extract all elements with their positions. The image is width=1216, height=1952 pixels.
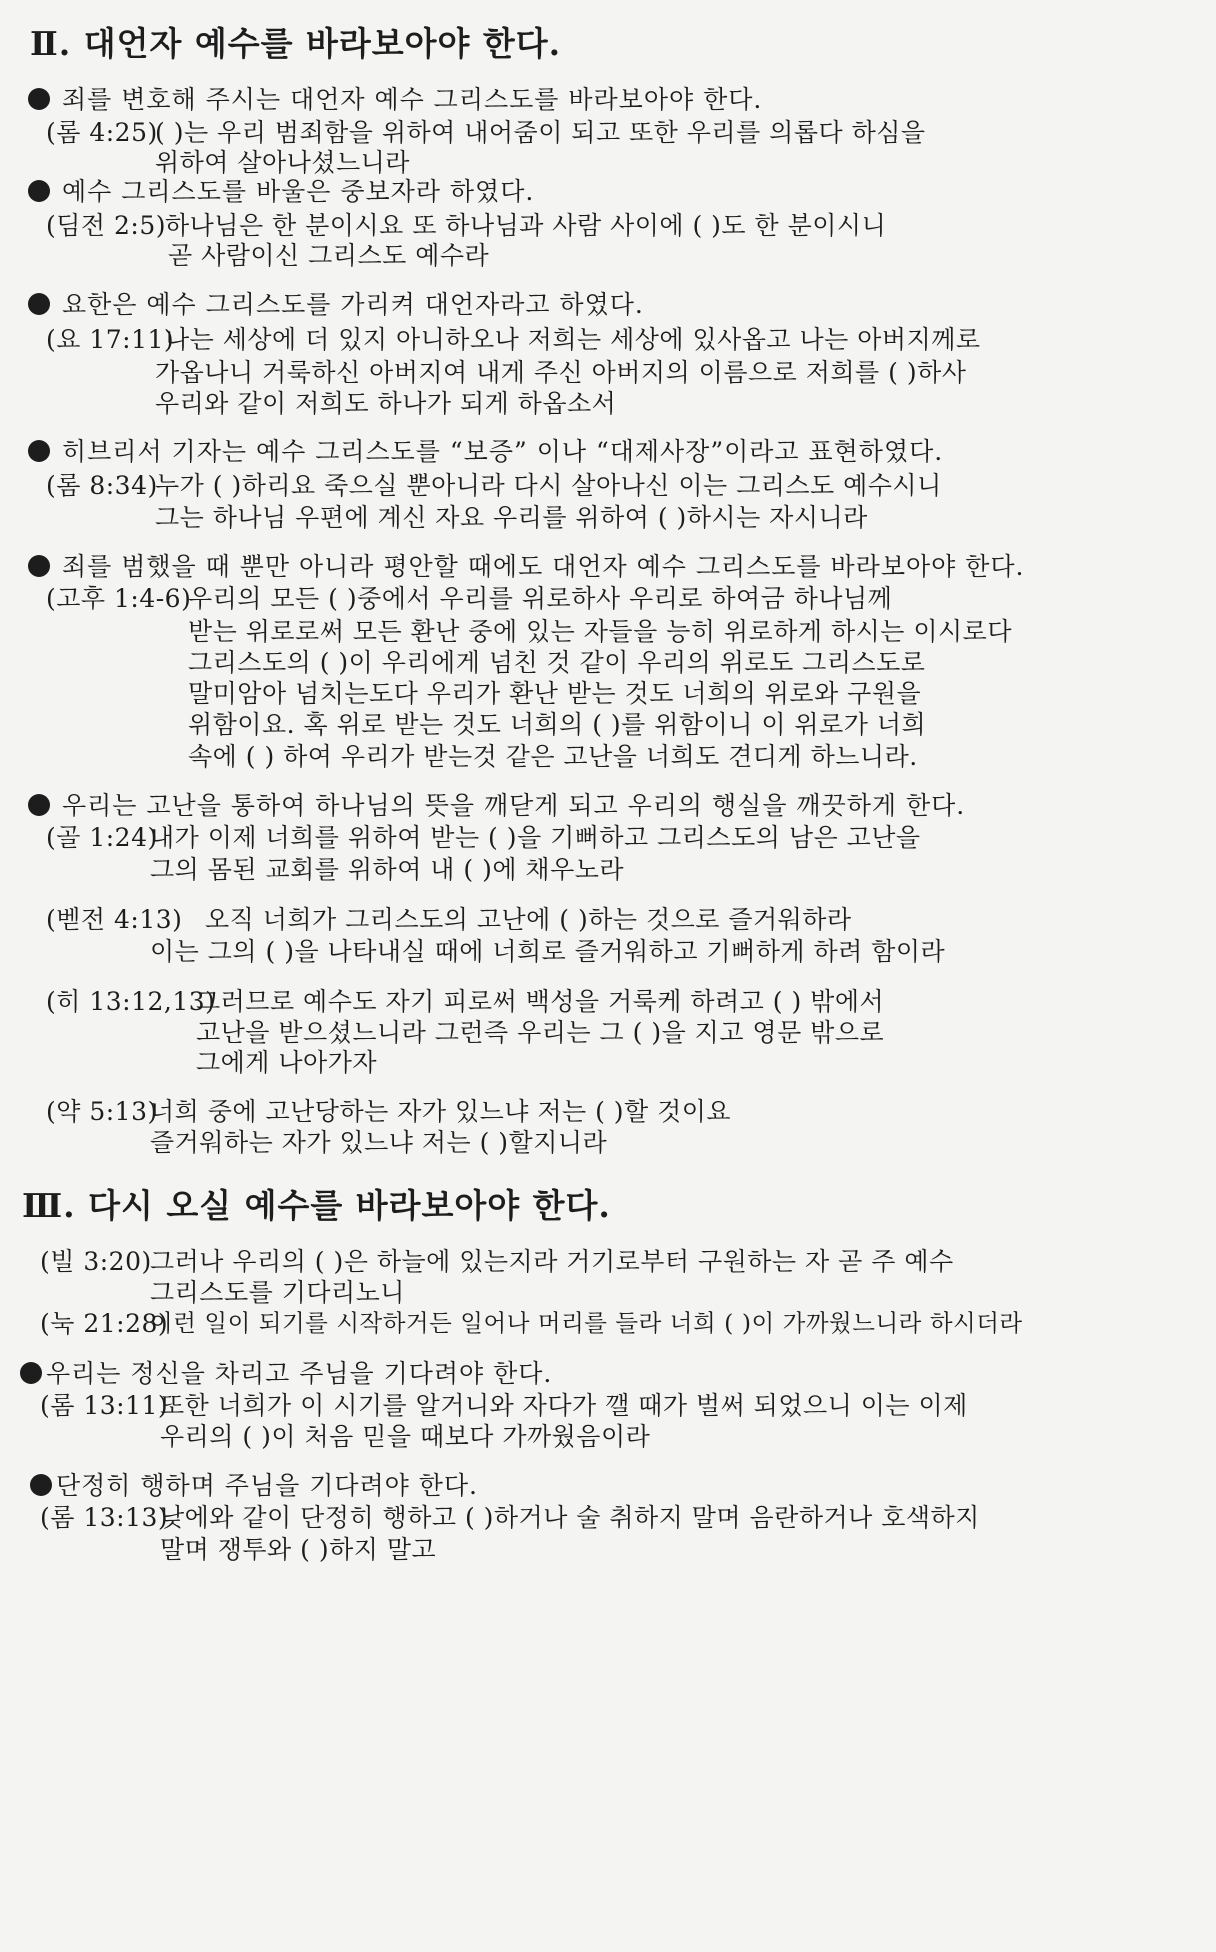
verse-line: 나는 세상에 더 있지 아니하오나 저희는 세상에 있사옵고 나는 아버지께로: [165, 325, 981, 354]
verse-line: 가옵나니 거룩하신 아버지여 내게 주신 아버지의 이름으로 저희를 ( )하사: [155, 358, 967, 387]
section-2-heading: Ⅱ. 대언자 예수를 바라보아야 한다.: [30, 24, 562, 63]
bullet-item: [28, 285, 644, 321]
bullet-item: [30, 1466, 478, 1502]
verse-line: 우리의 ( )이 처음 믿을 때보다 가까웠음이라: [160, 1422, 651, 1451]
bullet-icon: [28, 180, 50, 202]
bullet-text: 우리는 고난을 통하여 하나님의 뜻을 깨닫게 되고 우리의 행실을 깨끗하게 한다.: [62, 791, 966, 820]
verse-reference: (롬 4:25): [46, 118, 158, 147]
bullet-text: 예수 그리스도를 바울은 중보자라 하였다.: [62, 177, 535, 206]
verse-line: 너희 중에 고난당하는 자가 있느냐 저는 ( )할 것이요: [150, 1097, 732, 1126]
verse-line: 속에 ( ) 하여 우리가 받는것 같은 고난을 너희도 견디게 하느니라.: [188, 742, 918, 771]
bullet-item: [28, 547, 1024, 583]
verse-line: 그러나 우리의 ( )은 하늘에 있는지라 거기로부터 구원하는 자 곧 주 예수: [150, 1247, 954, 1276]
verse-reference: (요 17:11): [46, 325, 175, 354]
verse-line: 우리의 모든 ( )중에서 우리를 위로하사 우리로 하여금 하나님께: [188, 584, 893, 613]
verse-line: 낮에와 같이 단정히 행하고 ( )하거나 술 취하지 말며 음란하거나 호색하지: [160, 1503, 980, 1532]
bullet-item: [28, 432, 943, 468]
bullet-icon: [20, 1362, 42, 1384]
verse-line: 그리스도를 기다리노니: [150, 1278, 405, 1307]
bullet-text: 히브리서 기자는 예수 그리스도를 “보증” 이나 “대제사장”이라고 표현하였다.: [62, 437, 944, 466]
verse-reference: (롬 8:34): [46, 471, 158, 500]
verse-reference: (딤전 2:5): [46, 211, 166, 240]
verse-reference: (눅 21:28): [40, 1309, 169, 1338]
verse-line: 하나님은 한 분이시요 또 하나님과 사람 사이에 ( )도 한 분이시니: [165, 211, 887, 240]
bullet-icon: [28, 555, 50, 577]
verse-reference: (약 5:13): [46, 1097, 158, 1126]
verse-line: 그리스도의 ( )이 우리에게 넘친 것 같이 우리의 위로도 그리스도로: [188, 648, 926, 677]
verse-line: 누가 ( )하리요 죽으실 뿐아니라 다시 살아나신 이는 그리스도 예수시니: [155, 471, 942, 500]
bullet-icon: [28, 440, 50, 462]
verse-line: 받는 위로로써 모든 환난 중에 있는 자들을 능히 위로하게 하시는 이시로다: [188, 617, 1012, 646]
verse-line: ( )는 우리 범죄함을 위하여 내어줌이 되고 또한 우리를 의롭다 하심을: [155, 118, 926, 147]
bullet-item: [20, 1354, 552, 1390]
verse-line: 그러므로 예수도 자기 피로써 백성을 거룩케 하려고 ( ) 밖에서: [196, 987, 885, 1016]
verse-reference: (골 1:24): [46, 823, 158, 852]
verse-reference: (고후 1:4-6): [46, 584, 192, 613]
verse-line: 그에게 나아가자: [196, 1048, 377, 1077]
verse-line: 위함이요. 혹 위로 받는 것도 너희의 ( )를 위함이니 이 위로가 너희: [188, 710, 927, 739]
verse-line: 말며 쟁투와 ( )하지 말고: [160, 1535, 437, 1564]
verse-line: 위하여 살아나셨느니라: [155, 148, 410, 177]
verse-reference: (롬 13:13): [40, 1503, 169, 1532]
bullet-item: [28, 172, 534, 208]
section-3-heading: Ⅲ. 다시 오실 예수를 바라보아야 한다.: [22, 1186, 611, 1225]
verse-reference: (벧전 4:13): [46, 905, 183, 934]
bullet-icon: [28, 88, 50, 110]
verse-reference: (빌 3:20): [40, 1247, 152, 1276]
verse-line: 그의 몸된 교회를 위하여 내 ( )에 채우노라: [150, 855, 625, 884]
verse-line: 또한 너희가 이 시기를 알거니와 자다가 깰 때가 벌써 되었으니 이는 이제: [160, 1391, 968, 1420]
verse-line: 이런 일이 되기를 시작하거든 일어나 머리를 들라 너희 ( )이 가까웠느니라 하시더라: [150, 1309, 1023, 1337]
verse-line: 우리와 같이 저희도 하나가 되게 하옵소서: [155, 389, 617, 418]
bullet-item: [28, 80, 762, 116]
bullet-icon: [28, 293, 50, 315]
verse-line: 말미암아 넘치는도다 우리가 환난 받는 것도 너희의 위로와 구원을: [188, 679, 922, 708]
verse-line: 오직 너희가 그리스도의 고난에 ( )하는 것으로 즐거워하라: [205, 905, 852, 934]
verse-line: 그는 하나님 우편에 계신 자요 우리를 위하여 ( )하시는 자시니라: [155, 503, 868, 532]
verse-line: 고난을 받으셨느니라 그런즉 우리는 그 ( )을 지고 영문 밖으로: [196, 1018, 885, 1047]
verse-line: 내가 이제 너희를 위하여 받는 ( )을 기뻐하고 그리스도의 남은 고난을: [150, 823, 921, 852]
bullet-icon: [28, 794, 50, 816]
bullet-text: 요한은 예수 그리스도를 가리켜 대언자라고 하였다.: [62, 290, 644, 319]
verse-line: 이는 그의 ( )을 나타내실 때에 너희로 즐거워하고 기뻐하게 하려 함이라: [150, 937, 946, 966]
bullet-icon: [30, 1474, 52, 1496]
bullet-text: 죄를 변호해 주시는 대언자 예수 그리스도를 바라보아야 한다.: [62, 85, 763, 114]
verse-reference: (롬 13:11): [40, 1391, 169, 1420]
verse-line: 즐거워하는 자가 있느냐 저는 ( )할지니라: [150, 1128, 608, 1157]
bullet-text: 우리는 정신을 차리고 주님을 기다려야 한다.: [46, 1359, 553, 1388]
verse-line: 곧 사람이신 그리스도 예수라: [168, 241, 490, 270]
verse-reference: (히 13:12,13): [46, 987, 216, 1016]
bullet-text: 단정히 행하며 주님을 기다려야 한다.: [56, 1471, 478, 1500]
bullet-text: 죄를 범했을 때 뿐만 아니라 평안할 때에도 대언자 예수 그리스도를 바라보아야 한다.: [62, 552, 1025, 581]
bullet-item: [28, 786, 965, 822]
